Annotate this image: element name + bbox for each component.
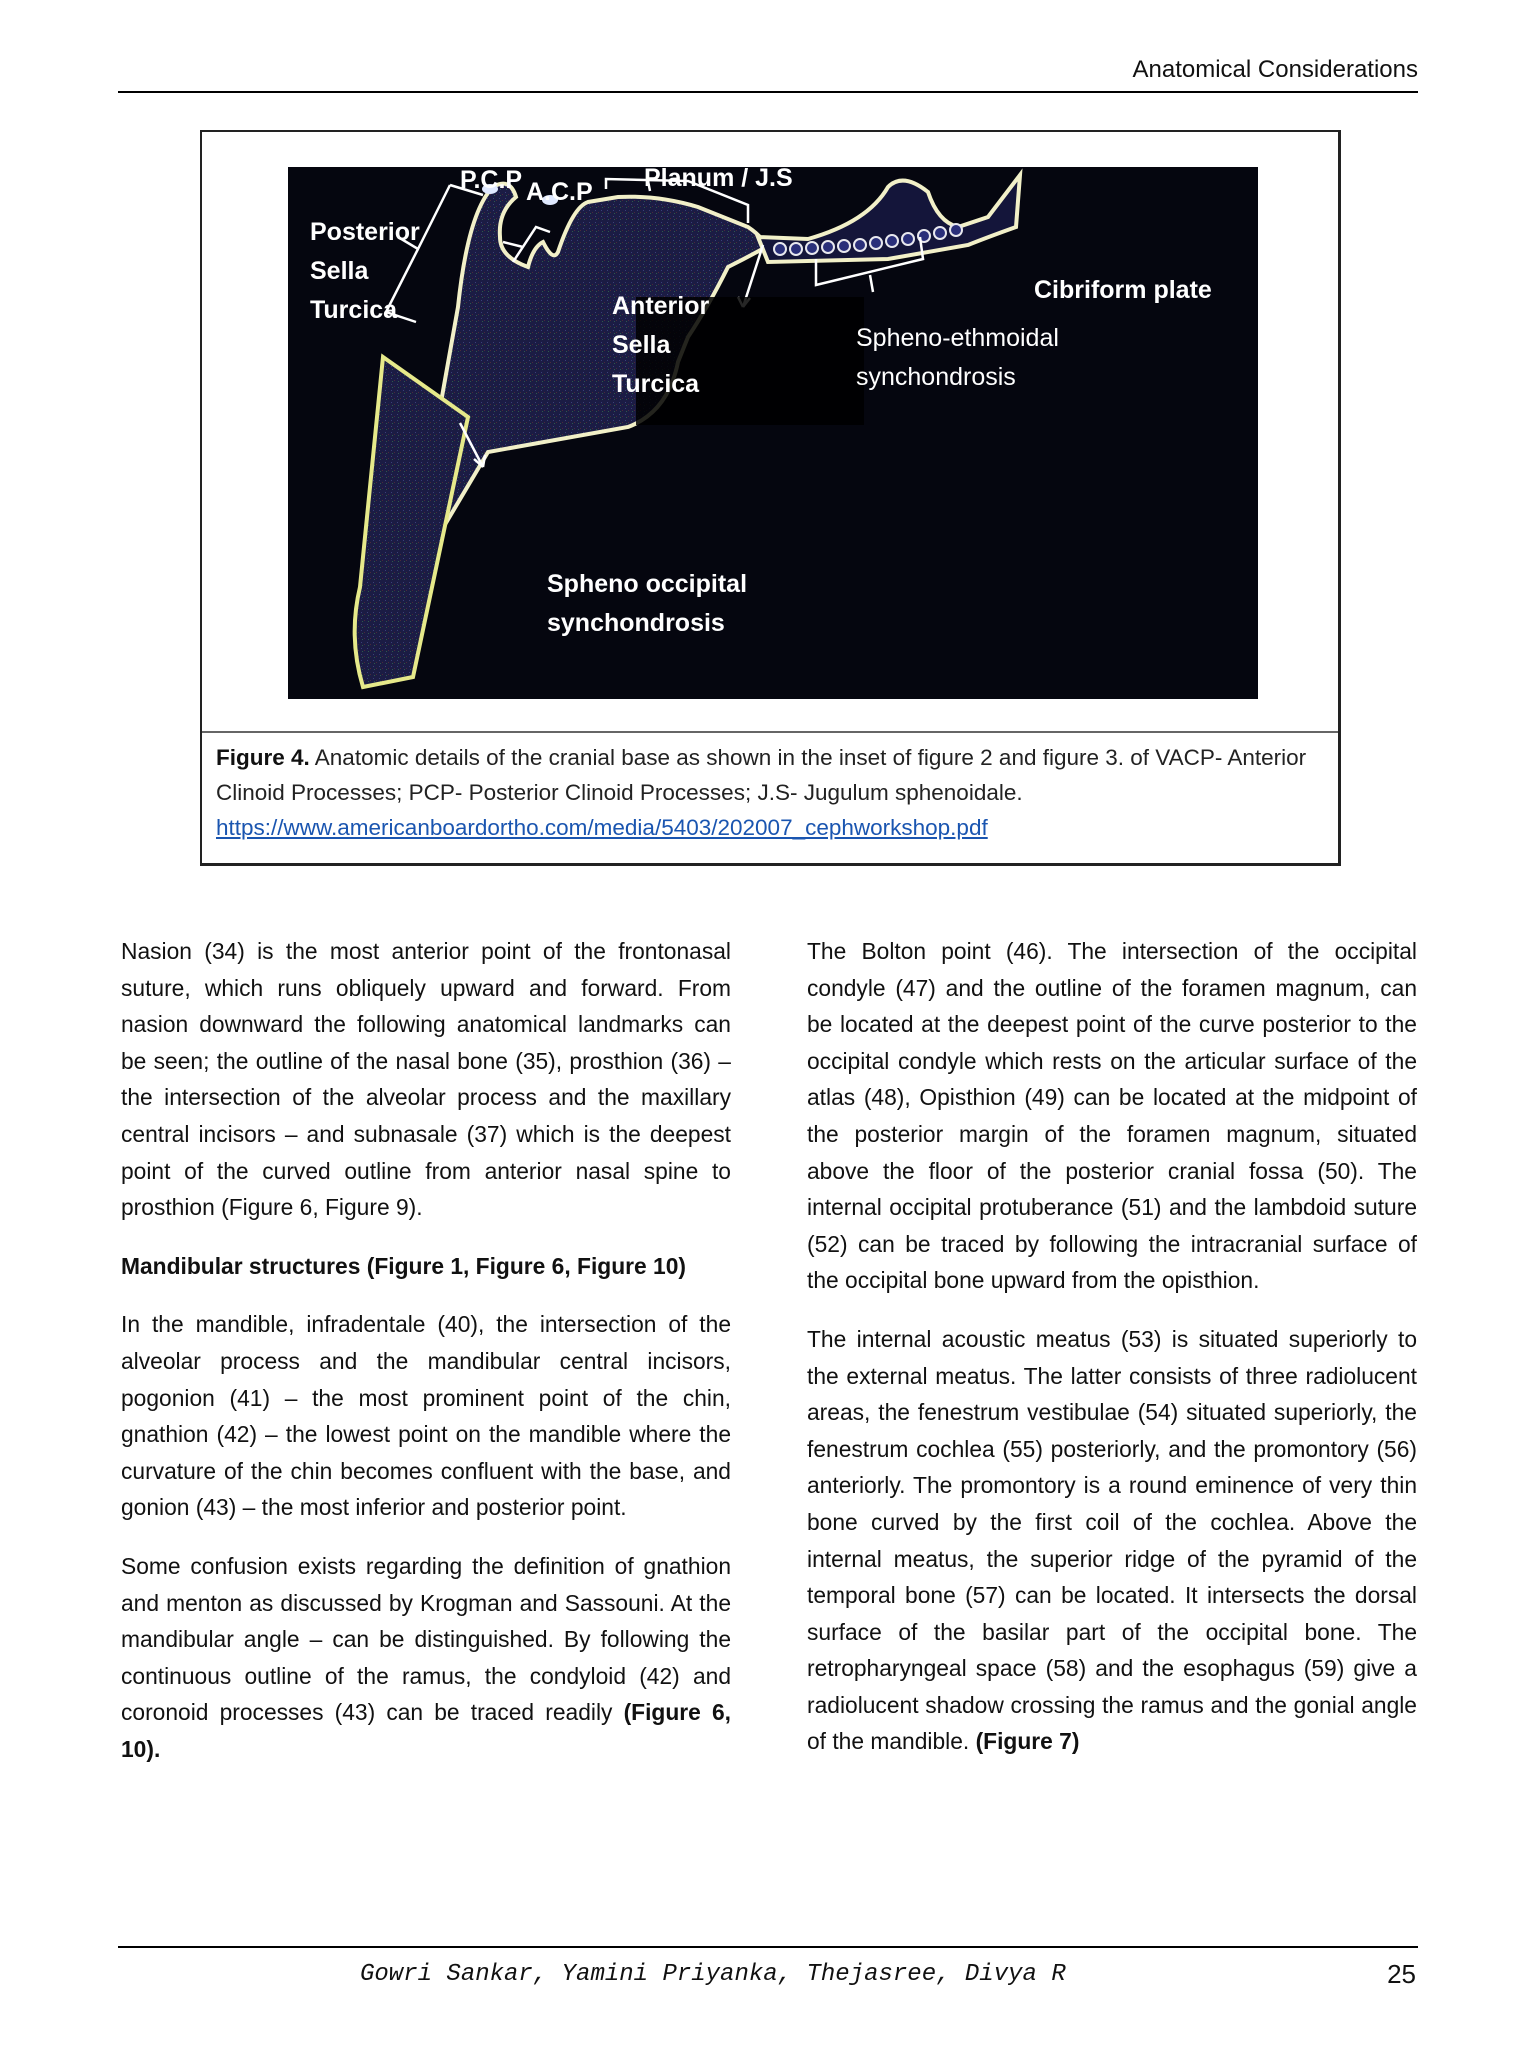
page-number: 25 bbox=[1387, 1959, 1416, 1989]
label-line: Sella bbox=[612, 331, 671, 359]
footer-rule bbox=[118, 1946, 1418, 1948]
label-line: synchondrosis bbox=[547, 609, 725, 637]
figure-4 bbox=[200, 130, 1341, 866]
caption-divider bbox=[202, 731, 1338, 733]
left-column bbox=[121, 933, 731, 1789]
cranial-base-illustration bbox=[288, 167, 1258, 699]
label-line: Anterior bbox=[612, 292, 710, 320]
figure-reference: (Figure 7) bbox=[975, 1728, 1080, 1755]
label-line: Turcica bbox=[612, 370, 700, 398]
spheno-occipital-label bbox=[547, 565, 747, 643]
label-line: Turcica bbox=[310, 296, 398, 324]
header-rule bbox=[118, 91, 1418, 93]
label-line: Sella bbox=[310, 257, 369, 285]
paragraph-mandible: In the mandible, infradentale (40), the intersection of the alveolar process and the mandibular central incisors, pogonion (41) – the most prominent point of the chin, gnathion (42) – the lowest point on the mandible where the curvature of the chin becomes confluent with the base, and gonion (43) – the most inferior and posterior point. bbox=[121, 1311, 731, 1521]
figure-caption bbox=[216, 740, 1326, 845]
cribriform-plate-label: Cibriform plate bbox=[1034, 276, 1212, 304]
paragraph-bolton: The Bolton point (46). The intersection of the occipital condyle (47) and the outline of the foramen magnum, can be located at the deepest point of the curve posterior to the occipital condyle which rests on the articular surface of the atlas (48), Opisthion (49) can be located at the midpoint of the posterior margin of the foramen magnum, situated above the floor of the posterior cranial fossa (50). The internal occipital protuberance (51) and the lambdoid suture (52) can be traced by following the intracranial surface of the occipital bone upward from the opisthion. bbox=[807, 938, 1417, 1294]
section-heading-mandibular: Mandibular structures (Figure 1, Figure 6, Figure 10) bbox=[121, 1252, 686, 1279]
paragraph-text: The internal acoustic meatus (53) is situated superiorly to the external meatus. The latter consists of three radiolucent areas, the fenestrum vestibulae (54) situated superiorly, the fenestrum cochlea (55) posteriorly, and the promontory (56) anteriorly. The promontory is a round eminence of very thin bone curved by the first coil of the cochlea. Above the internal meatus, the superior ridge of the pyramid of the temporal bone (57) can be located. It intersects the dorsal surface of the basilar part of the occipital bone. The retropharyngeal space (58) and the esophagus (59) give a radiolucent shadow crossing the ramus and the gonial angle of the mandible. bbox=[807, 1325, 1417, 1755]
footer-authors: Gowri Sankar, Yamini Priyanka, Thejasree, Divya R bbox=[360, 1961, 1066, 1988]
label-line: Spheno-ethmoidal bbox=[856, 324, 1059, 352]
acp-label: A.C.P bbox=[526, 178, 593, 206]
caption-text: Anatomic details of the cranial base as shown in the inset of figure 2 and figure 3. of VACP- Anterior Clinoid Processes; PCP- Posterior Clinoid Processes; J.S- Jugulum sphenoidale. bbox=[216, 745, 1307, 805]
paragraph-text: Some confusion exists regarding the definition of gnathion and menton as discussed by Krogman and Sassouni. At the mandibular angle – can be distinguished. By following the continuous outline of the ramus, the condyloid (42) and coronoid processes (43) can be traced readily bbox=[121, 1552, 731, 1726]
pcp-label: P.C.P bbox=[460, 167, 523, 194]
anterior-sella-turcica-label bbox=[612, 287, 709, 404]
cranial-base-drawing bbox=[288, 167, 1258, 699]
label-line: Spheno occipital bbox=[547, 570, 748, 598]
figure-reference: (Figure 6, 10). bbox=[121, 1699, 731, 1762]
spheno-ethmoidal-label bbox=[856, 319, 1059, 397]
figure-number: Figure 4. bbox=[216, 745, 310, 770]
label-line: synchondrosis bbox=[856, 363, 1016, 391]
running-head: Anatomical Considerations bbox=[1132, 56, 1418, 83]
basi-occiput-shape bbox=[355, 357, 468, 687]
posterior-sella-turcica-label bbox=[310, 213, 420, 330]
label-line: Posterior bbox=[310, 218, 420, 246]
paragraph-gnathion-confusion bbox=[121, 1548, 731, 1768]
right-column bbox=[807, 933, 1417, 1782]
source-link[interactable]: https://www.americanboardortho.com/media/5403/202007_cephworkshop.pdf bbox=[216, 815, 988, 840]
planum-js-label: Planum / J.S bbox=[644, 167, 793, 192]
paragraph-acoustic-meatus bbox=[807, 1321, 1417, 1760]
paragraph-nasion: Nasion (34) is the most anterior point of the frontonasal suture, which runs obliquely upward and forward. From nasion downward the following anatomical landmarks can be seen; the outline of the nasal bone (35), prosthion (36) – the intersection of the alveolar process and the maxillary central incisors – and subnasale (37) which is the deepest point of the curved outline from anterior nasal spine to prosthion (Figure 6, Figure 9). bbox=[121, 938, 731, 1221]
